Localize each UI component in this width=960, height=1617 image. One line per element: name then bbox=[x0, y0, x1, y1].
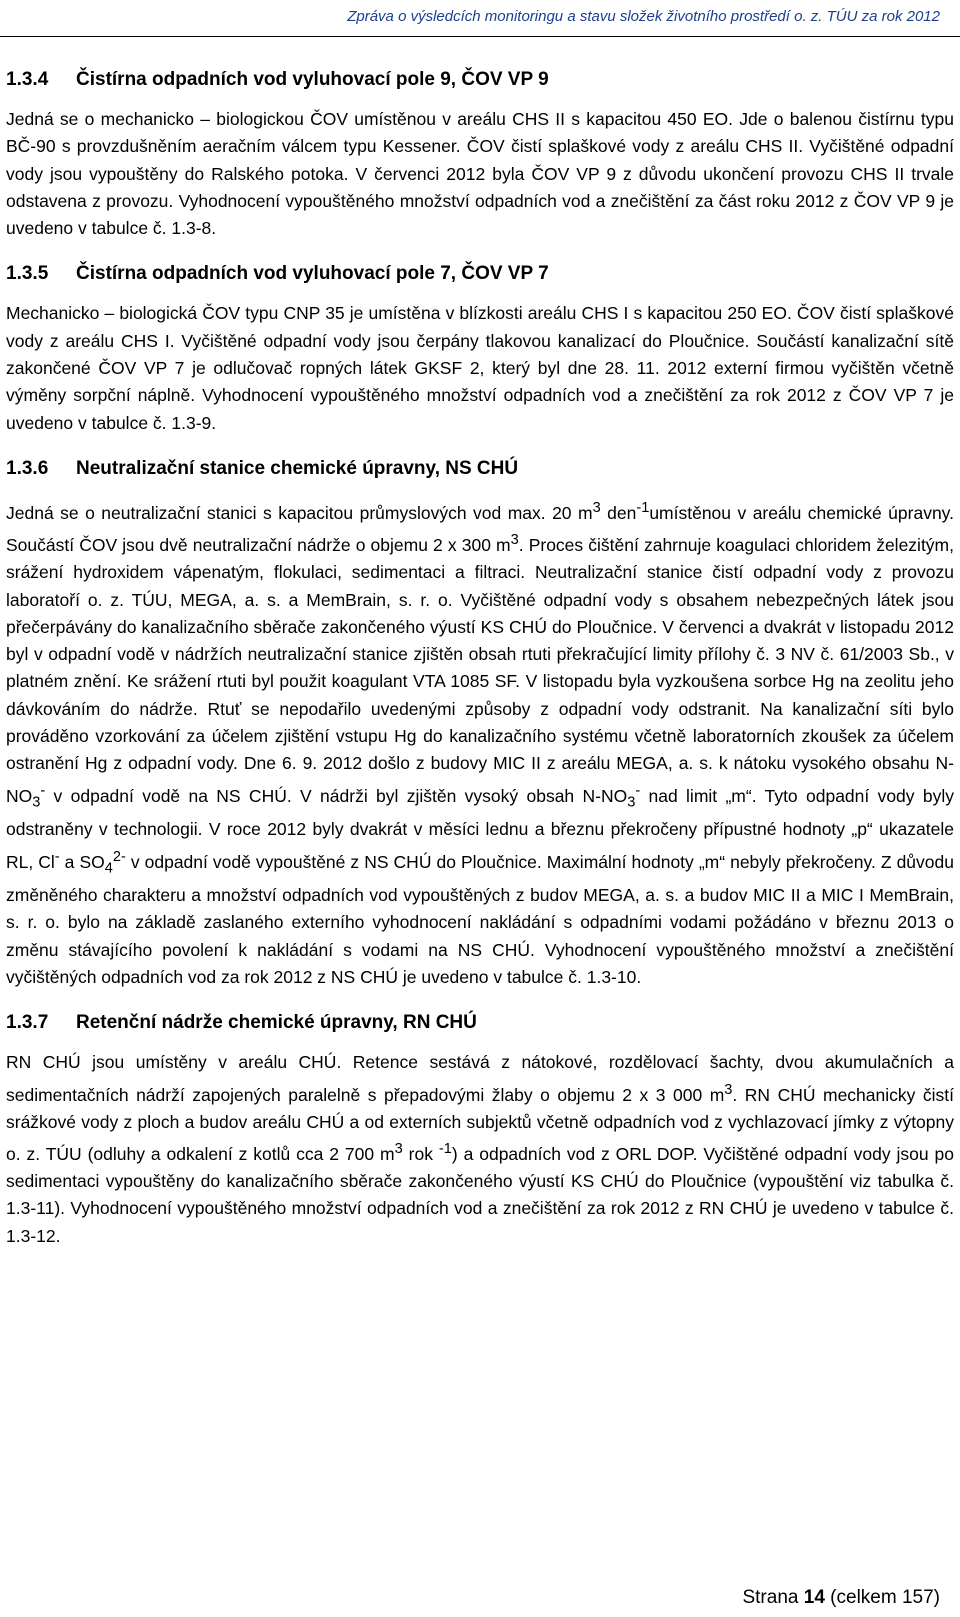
header-rule bbox=[0, 36, 960, 37]
section-number: 1.3.5 bbox=[6, 263, 49, 285]
section-title: Čistírna odpadních vod vyluhovací pole 9, ČOV VP 9 bbox=[76, 69, 549, 90]
section-number: 1.3.4 bbox=[6, 69, 49, 90]
section-paragraph: Jedná se o mechanicko – biologickou ČOV umístěnou v areálu CHS II s kapacitou 450 EO. Jde o balenou čistírnu typu BČ-90 s provzdušněním aeračním válcem typu Kessener. ČOV čistí splaškové vody z areálu CHS II. Vyčištěné odpadní vody jsou vypouštěny do Ralského potoka. V červenci 2012 byla ČOV VP 9 z důvodu ukončení provozu CHS II trvale odstavena z provozu. Vyhodnocení vypouštěného množství odpadních vod a znečištění za část roku 2012 z ČOV VP 9 je uvedeno v tabulce č. 1.3-8. bbox=[6, 109, 954, 239]
section-title: Čistírna odpadních vod vyluhovací pole 7, ČOV VP 7 bbox=[76, 263, 549, 285]
section-heading bbox=[6, 260, 954, 288]
section-heading bbox=[6, 455, 954, 483]
page-content bbox=[6, 66, 954, 1268]
section-heading bbox=[6, 1009, 954, 1037]
section-paragraph: Mechanicko – biologická ČOV typu CNP 35 je umístěna v blízkosti areálu CHS I s kapacitou 250 EO. ČOV čistí splaškové vody z areálu CHS I. Vyčištěné odpadní vody jsou čerpány tlakovou kanalizací do Ploučnice. Součástí kanalizační sítě zakončené ČOV VP 7 je odlučovač ropných látek GKSF 2, který byl dne 28. 11. 2012 externí firmou vyčištěn včetně výměny sorpční náplně. Vyhodnocení vypouštěného množství odpadních vod a znečištění za rok 2012 z ČOV VP 7 je uvedeno v tabulce č. 1.3-9. bbox=[6, 303, 954, 433]
section-paragraph: Jedná se o neutralizační stanici s kapacitou průmyslových vod max. 20 $m^3$ den$^{-1}$umístěnou v areálu chemické úpravny. Součástí ČOV jsou dvě neutralizační nádrže o objemu 2 x 300 $m^3$. Proces čištění zahrnuje koagulaci chloridem železitým, srážení hydroxidem vápenatým, flokulaci, sedimentaci a filtraci. Neutralizační stanice čistí odpadní vody z provozu laboratoří o. z. TÚU, MEGA, a. s. a MemBrain, s. r. o. Vyčištěné odpadní vody s obsahem nebezpečných látek jsou přečerpávány do kanalizačního sběrače zakončeného výustí KS CHÚ do Ploučnice. V červenci a dvakrát v listopadu 2012 byl v odpadní vodě v nádržích neutralizační stanice zjištěn obsah rtuti překračující limity přílohy č. 3 NV č. 61/2003 Sb., v platném znění. Ke srážení rtuti byl použit koagulant VTA 1085 SF. V listopadu byla vyzkoušena sorbce Hg na zeolitu jeho dávkováním do nádrže. Rtuť se nepodařilo uvedenými způsoby z odpadní vody odstranit. Na kanalizační síti bylo prováděno vzorkování za účelem zjištění vstupu Hg do kanalizačního systému včetně laboratorních zkoušek za účelem ostranění Hg z odpadní vody. Dne 6. 9. 2012 došlo z budovy MIC II z areálu MEGA, a. s. k nátoku vysokého obsahu $N-NO_3^-$ v odpadní vodě na NS CHÚ. V nádrži byl zjištěn vysoký obsah $N-NO_3^-$ nad limit „m“. Tyto odpadní vody byly odstraněny v technologii. V roce 2012 byly dvakrát v měsíci lednu a březnu překročeny přípustné hodnoty „p“ ukazatele RL, Cl- a $SO_4^{2-}$ v odpadní vodě vypouštěné z NS CHÚ do Ploučnice. Maximální hodnoty „m“ nebyly překročeny. Z důvodu změněného charakteru a množství odpadních vod vypouštěných z budov MEGA, a. s. a budov MIC II a MIC I MemBrain, s. r. o. bylo na základě zaslaného externího vyhodnocení nakládání s odpadními vodami požádáno v březnu 2013 o změnu stávajícího povolení k nakládání s vodami na NS CHÚ. Vyhodnocení vypouštěného množství a znečištění vyčištěných odpadních vod za rok 2012 z NS CHÚ je uvedeno v tabulce č. 1.3-10. bbox=[6, 499, 954, 988]
running-header: Zpráva o výsledcích monitoringu a stavu složek životního prostředí o. z. TÚU za rok 2012 bbox=[347, 8, 940, 25]
section-number: 1.3.7 bbox=[6, 1012, 49, 1034]
section-title: Retenční nádrže chemické úpravny, RN CHÚ bbox=[76, 1012, 477, 1034]
section-paragraph: RN CHÚ jsou umístěny v areálu CHÚ. Retence sestává z nátokové, rozdělovací šachty, dvou akumulačních a sedimentačních nádrží zapojených paralelně s přepadovými žlaby o objemu 2 x 3 000 $m^3$. RN CHÚ mechanicky čistí srážkové vody z ploch a budov areálu CHÚ a od externích subjektů včetně odpadních vod z vychlazovací jímky z výtopny o. z. TÚU (odluhy a odkalení z kotlů cca 2 700 $m^3$ rok $^{-1}$) a odpadních vod z ORL DOP. Vyčištěné odpadní vody jsou po sedimentaci vypouštěny do kanalizačního sběrače zakončeného výustí KS CHÚ do Ploučnice (vypouštění viz tabulka č. 1.3-11). Vyhodnocení vypouštěného množství odpadních vod a znečištění za rok 2012 z RN CHÚ je uvedeno v tabulce č. 1.3-12. bbox=[6, 1052, 955, 1246]
section-number: 1.3.6 bbox=[6, 457, 49, 479]
section-heading bbox=[6, 66, 954, 94]
current-page-number: 14 bbox=[803, 1587, 825, 1608]
section-title: Neutralizační stanice chemické úpravny, NS CHÚ bbox=[76, 457, 519, 479]
page-number-footer: Strana 14 (celkem 157) bbox=[742, 1587, 940, 1608]
